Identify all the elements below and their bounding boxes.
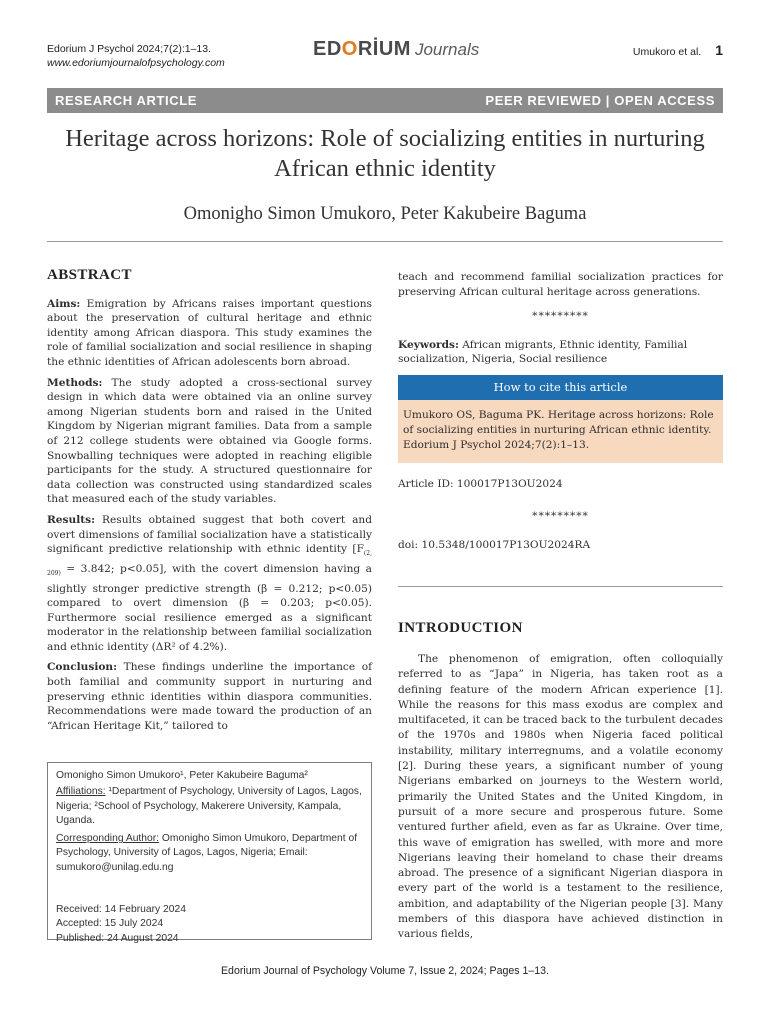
access-type: PEER REVIEWED | OPEN ACCESS bbox=[485, 93, 715, 108]
abstract-methods: Methods: The study adopted a cross-sectional survey design in which data were obtained via an online survey among Nigerian students born and raised in the United Kingdom by Nigerian migrant families. Data from a sample of 212 college students were obtained via Google forms. Snowballing techniques were adopted in reaching eligible participants for the study. A structured questionnaire for data collection was constructed using standardized scales that measured each of the study variables. bbox=[47, 376, 372, 506]
journal-website[interactable]: www.edoriumjournalofpsychology.com bbox=[47, 57, 225, 69]
article-id: Article ID: 100017P13OU2024 bbox=[398, 477, 563, 490]
info-received: Received: 14 February 2024 bbox=[56, 904, 186, 916]
doi[interactable]: doi: 10.5348/100017P13OU2024RA bbox=[398, 538, 591, 551]
journal-citation: Edorium J Psychol 2024;7(2):1–13. bbox=[47, 43, 212, 55]
title-divider bbox=[47, 241, 723, 242]
abstract-conclusion-cont: teach and recommend familial socialization practices for preserving African cultural heritage across generations. bbox=[398, 271, 723, 298]
separator-stars: ********* bbox=[532, 310, 589, 323]
edorium-logo bbox=[313, 38, 479, 64]
intro-divider bbox=[398, 586, 723, 587]
abstract-heading: ABSTRACT bbox=[47, 267, 132, 283]
info-corresponding: Corresponding Author: Omonigho Simon Umukoro, Department of Psychology, University of Lagos, Lagos, Nigeria; Email: sumukoro@unilag.edu.ng bbox=[56, 833, 358, 873]
journal-citation-header bbox=[47, 42, 225, 70]
info-affiliations: Affiliations: ¹Department of Psychology, University of Lagos, Lagos, Nigeria; ²School of Psychology, Makerere University, Kampala, Uganda. bbox=[56, 786, 362, 826]
cite-box bbox=[398, 375, 723, 463]
author-info-box bbox=[47, 762, 372, 944]
introduction-heading: INTRODUCTION bbox=[398, 620, 523, 636]
article-title: Heritage across horizons: Role of socializing entities in nurturing African ethnic identity bbox=[65, 125, 705, 182]
logo-journals: Journals bbox=[414, 40, 480, 59]
info-accepted: Accepted: 15 July 2024 bbox=[56, 918, 164, 930]
abstract-conclusion: Conclusion: These findings underline the importance of both familial and community support in nurturing and preserving ethnic identities within diaspora communities. Recommendations were made toward the production of an “African Heritage Kit,” tailored to bbox=[47, 661, 372, 732]
introduction-text: The phenomenon of emigration, often colloquially referred to as “Japa” in Nigeria, has taken root as a defining feature of the modern African experience [1]. While the reasons for this mass exodus are complex and multifaceted, it can be traced back to the turbulent decades of the 1970s and 1980s when Nigeria faced political instability, military interregnums, and a volatile economy [2]. During these years, a significant number of young Nigerians embarked on journeys to the Western world, primarily the United States and the United Kingdom, in pursuit of a more secure and prosperous future. Some ventured further afield, even as far as Ukraine. Over time, this wave of emigration has swelled, with more and more Nigerians leaving their homeland to chase their dreams abroad. The presence of a significant Nigerian diaspora in every part of the world is a testament to the resilience, ambition, and adaptability of the Nigerian people [3]. Many members of this diaspora have achieved distinction in various fields, bbox=[398, 653, 723, 941]
info-published: Published: 24 August 2024 bbox=[56, 932, 179, 944]
separator-stars-2: ********* bbox=[532, 510, 589, 523]
keywords: Keywords: African migrants, Ethnic identity, Familial socialization, Nigeria, Social resilience bbox=[398, 338, 688, 366]
abstract-results: Results: Results obtained suggest that both covert and overt dimensions of familial socialization have a statistically significant predictive relationship with ethnic identity [$F_{(2, 209)} = 3.842$; p<0.05], with the covert dimension having a slightly stronger predictive strength (β = 0.212; p<0.05) compared to overt dimension (β = 0.203; p<0.05). Furthermore social resilience emerged as a significant moderator in the relationship between familial socialization and ethnic identity (ΔR² of 4.2%). bbox=[47, 513, 372, 653]
page-footer: Edorium Journal of Psychology Volume 7, Issue 2, 2024; Pages 1–13. bbox=[220, 965, 550, 977]
right-column bbox=[398, 270, 723, 558]
cite-text: Umukoro OS, Baguma PK. Heritage across horizons: Role of socializing entities in nurturing African ethnic identity. Edorium J Psychol 2024;7(2):1–13. bbox=[398, 400, 723, 463]
running-author: Umukoro et al. bbox=[632, 46, 702, 58]
cite-heading: How to cite this article bbox=[398, 375, 723, 400]
article-type-banner bbox=[47, 88, 723, 113]
running-header-right bbox=[633, 42, 723, 58]
abstract-aims: Aims: Emigration by Africans raises important questions about the preservation of cultural heritage and ethnic identity among African diaspora. This study examines the role of familial socialization and social resilience in shaping the ethnic identities of African adolescents born abroad. bbox=[47, 297, 372, 368]
info-authors: Omonigho Simon Umukoro¹, Peter Kakubeire Baguma² bbox=[56, 770, 308, 781]
article-authors: Omonigho Simon Umukoro, Peter Kakubeire Baguma bbox=[183, 204, 587, 224]
page-number: 1 bbox=[715, 42, 723, 58]
logo-wordmark: EDORİUM bbox=[313, 38, 411, 60]
abstract-section bbox=[47, 268, 372, 739]
article-type: RESEARCH ARTICLE bbox=[55, 93, 198, 108]
